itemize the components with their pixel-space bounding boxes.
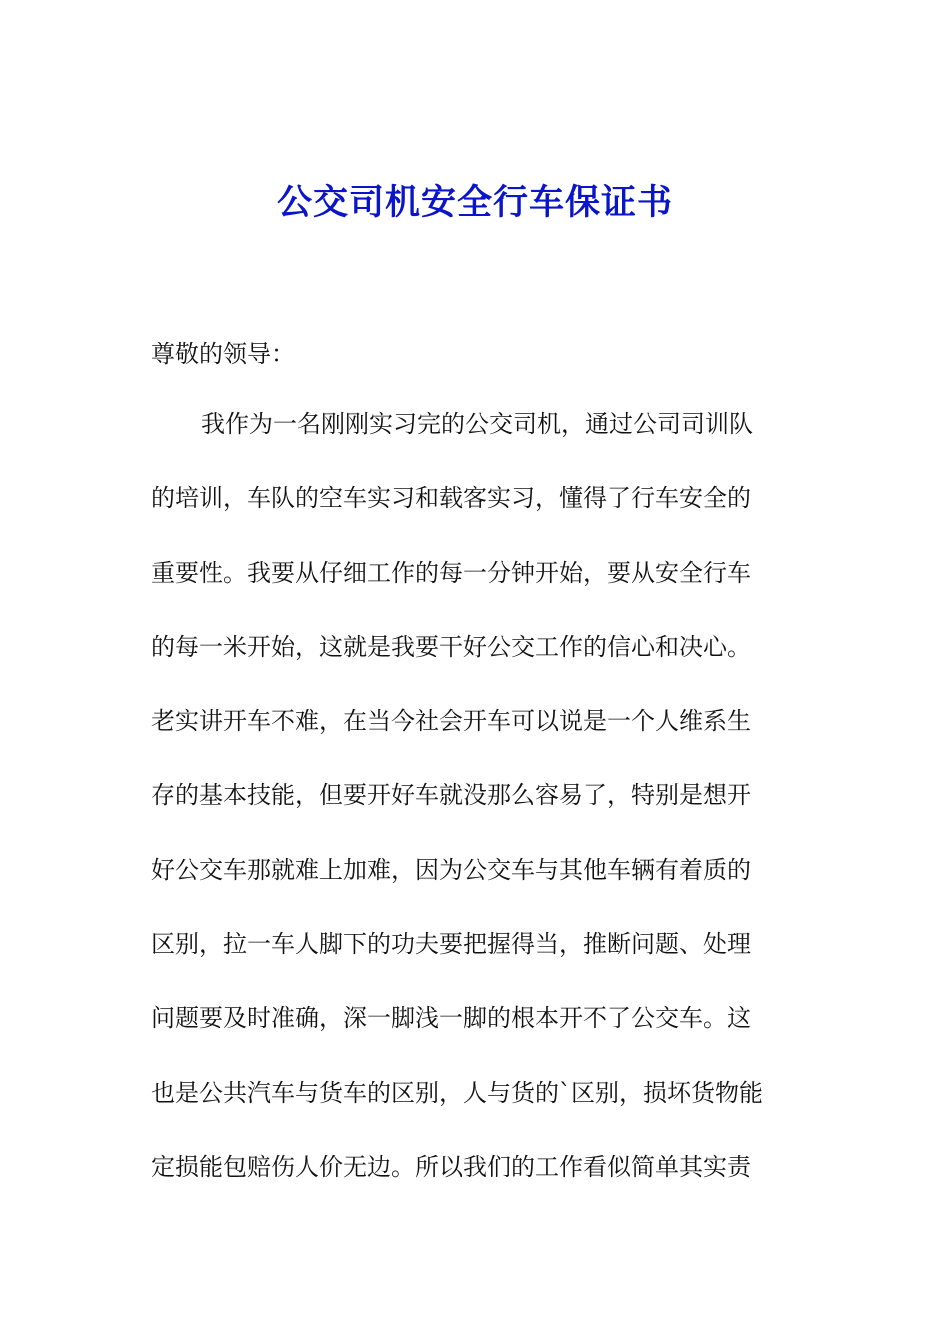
page-title: 公交司机安全行车保证书 (276, 182, 673, 223)
body-line: 区别，拉一车人脚下的功夫要把握得当，推断问题、处理 (151, 930, 751, 959)
body-line: 的每一米开始，这就是我要干好公交工作的信心和决心。 (151, 632, 751, 661)
body-line: 定损能包赔伤人价无边。所以我们的工作看似简单其实责 (151, 1152, 751, 1181)
body-text (151, 404, 811, 1221)
body-line: 也是公共汽车与货车的区别，人与货的`区别，损坏货物能 (151, 1078, 763, 1107)
body-line: 的培训，车队的空车实习和载客实习，懂得了行车安全的 (151, 484, 751, 513)
body-line: 我作为一名刚刚实习完的公交司机，通过公司司训队 (201, 410, 753, 438)
body-line: 重要性。我要从仔细工作的每一分钟开始，要从安全行车 (151, 558, 751, 587)
salutation: 尊敬的领导： (151, 340, 295, 368)
body-line: 好公交车那就难上加难，因为公交车与其他车辆有着质的 (151, 855, 751, 884)
body-line: 存的基本技能，但要开好车就没那么容易了，特别是想开 (151, 781, 751, 810)
body-line: 问题要及时准确，深一脚浅一脚的根本开不了公交车。这 (151, 1004, 751, 1033)
body-line: 老实讲开车不难，在当今社会开车可以说是一个人维系生 (151, 707, 751, 736)
